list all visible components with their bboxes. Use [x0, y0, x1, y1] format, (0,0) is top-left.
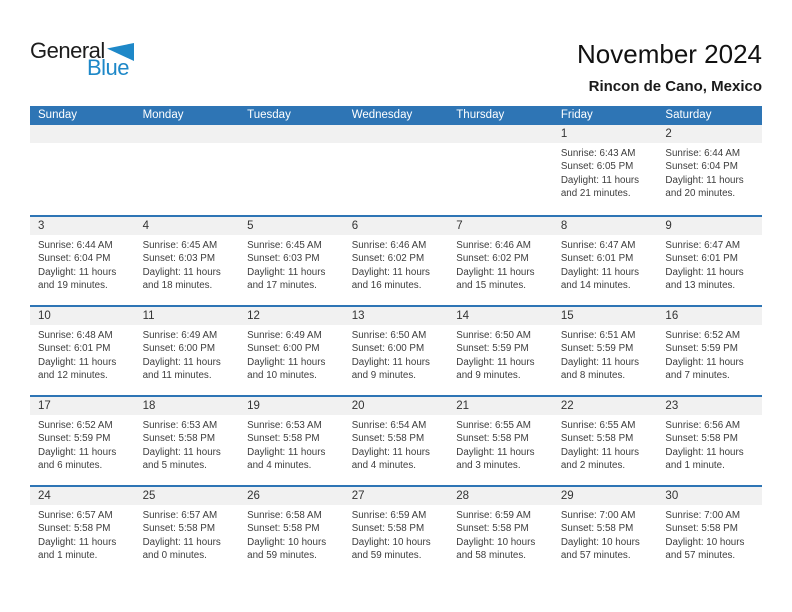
sunset-text: Sunset: 6:01 PM — [665, 253, 738, 265]
sunrise-text: Sunrise: 6:47 AM — [560, 240, 636, 251]
logo-text-general: General — [30, 38, 105, 63]
sunrise-text: Sunrise: 6:47 AM — [665, 240, 741, 251]
day-cell-1 — [553, 125, 658, 215]
daylight-text-cont: and 4 minutes. — [247, 460, 312, 472]
daylight-text-cont: and 2 minutes. — [560, 460, 626, 472]
sunset-text: Sunset: 5:59 PM — [560, 343, 634, 355]
daylight-text: Daylight: 11 hours — [665, 266, 744, 278]
day-info — [135, 235, 240, 293]
day-number-band: 21 — [448, 397, 553, 415]
day-cell-28 — [448, 487, 553, 575]
daylight-text: Daylight: 11 hours — [351, 446, 430, 458]
day-cell-23 — [657, 397, 762, 485]
daylight-text: Daylight: 11 hours — [665, 356, 744, 368]
page-title: November 2024 — [577, 39, 762, 69]
day-cell-2 — [657, 125, 762, 215]
day-cell-3 — [30, 217, 135, 305]
sunrise-text: Sunrise: 6:56 AM — [665, 420, 741, 431]
sunset-text: Sunset: 5:58 PM — [142, 433, 215, 445]
daylight-text: Daylight: 11 hours — [456, 356, 535, 368]
sunrise-text: Sunrise: 6:45 AM — [247, 240, 322, 251]
day-number-band: 3 — [30, 217, 135, 235]
day-number-band: 25 — [135, 487, 240, 505]
daylight-text-cont: and 7 minutes. — [665, 370, 730, 382]
day-cell-4 — [135, 217, 240, 305]
daylight-text: Daylight: 10 hours — [351, 536, 431, 548]
sunset-text: Sunset: 5:58 PM — [247, 433, 320, 445]
daylight-text-cont: and 13 minutes. — [665, 280, 736, 292]
sunset-text: Sunset: 6:00 PM — [247, 343, 320, 355]
day-number-band: 12 — [239, 307, 344, 325]
day-number-band: 18 — [135, 397, 240, 415]
daylight-text: Daylight: 10 hours — [247, 536, 327, 548]
day-number-band: 11 — [135, 307, 240, 325]
sunrise-text: Sunrise: 6:50 AM — [351, 330, 427, 341]
daylight-text-cont: and 19 minutes. — [38, 280, 108, 292]
day-info — [657, 415, 762, 473]
daylight-text-cont: and 17 minutes. — [247, 280, 317, 292]
day-cell-20 — [344, 397, 449, 485]
sunrise-text: Sunrise: 6:44 AM — [38, 240, 113, 251]
sunset-text: Sunset: 5:58 PM — [665, 433, 738, 445]
daylight-text-cont: and 57 minutes. — [560, 550, 631, 562]
sunrise-text: Sunrise: 6:52 AM — [38, 420, 113, 431]
sunset-text: Sunset: 5:58 PM — [247, 523, 320, 535]
daylight-text-cont: and 0 minutes. — [142, 550, 207, 562]
weekday-label-2: Tuesday — [247, 109, 291, 121]
day-number-band: 4 — [135, 217, 240, 235]
daylight-text-cont: and 6 minutes. — [38, 460, 103, 472]
weekday-label-3: Wednesday — [351, 109, 413, 121]
day-info — [239, 325, 344, 383]
sunrise-text: Sunrise: 6:53 AM — [142, 420, 218, 431]
day-number-band: 24 — [30, 487, 135, 505]
daylight-text: Daylight: 11 hours — [38, 536, 117, 548]
day-cell-15 — [553, 307, 658, 395]
daylight-text-cont: and 20 minutes. — [665, 188, 736, 200]
sunrise-text: Sunrise: 6:54 AM — [351, 420, 427, 431]
weeks-container — [30, 125, 762, 575]
daylight-text: Daylight: 11 hours — [38, 356, 117, 368]
weekday-label-0: Sunday — [38, 109, 78, 121]
day-cell-empty — [344, 125, 449, 215]
day-info — [553, 235, 658, 293]
day-cell-16 — [657, 307, 762, 395]
logo-text-blue: Blue — [87, 55, 130, 80]
day-cell-13 — [344, 307, 449, 395]
day-cell-14 — [448, 307, 553, 395]
daylight-text: Daylight: 11 hours — [351, 266, 430, 278]
day-number-band — [344, 125, 449, 143]
day-number-band: 26 — [239, 487, 344, 505]
day-info — [344, 415, 449, 473]
day-cell-22 — [553, 397, 658, 485]
daylight-text-cont: and 5 minutes. — [142, 460, 207, 472]
sunset-text: Sunset: 6:03 PM — [247, 253, 320, 265]
sunrise-text: Sunrise: 6:44 AM — [665, 148, 741, 159]
day-cell-8 — [553, 217, 658, 305]
day-info — [30, 325, 135, 383]
sunrise-text: Sunrise: 6:46 AM — [351, 240, 427, 251]
sunrise-text: Sunrise: 7:00 AM — [560, 510, 636, 521]
day-info — [239, 415, 344, 473]
day-info — [553, 415, 658, 473]
daylight-text: Daylight: 11 hours — [142, 356, 221, 368]
sunset-text: Sunset: 6:02 PM — [456, 253, 529, 265]
day-info — [448, 505, 553, 563]
daylight-text-cont: and 11 minutes. — [142, 370, 212, 382]
sunrise-text: Sunrise: 6:57 AM — [38, 510, 113, 521]
day-number-band: 16 — [657, 307, 762, 325]
day-info — [448, 325, 553, 383]
day-info — [344, 505, 449, 563]
day-cell-24 — [30, 487, 135, 575]
sunset-text: Sunset: 5:58 PM — [456, 523, 529, 535]
weekday-label-1: Monday — [142, 109, 184, 121]
daylight-text: Daylight: 10 hours — [560, 536, 640, 548]
daylight-text-cont: and 21 minutes. — [560, 188, 631, 200]
generalblue-logo — [30, 38, 180, 80]
day-cell-10 — [30, 307, 135, 395]
day-info — [448, 415, 553, 473]
day-cell-18 — [135, 397, 240, 485]
day-cell-25 — [135, 487, 240, 575]
day-number-band: 7 — [448, 217, 553, 235]
day-info — [344, 325, 449, 383]
daylight-text-cont: and 9 minutes. — [456, 370, 521, 382]
day-cell-empty — [135, 125, 240, 215]
daylight-text: Daylight: 11 hours — [560, 356, 640, 368]
daylight-text: Daylight: 11 hours — [247, 356, 326, 368]
daylight-text-cont: and 59 minutes. — [247, 550, 317, 562]
daylight-text-cont: and 8 minutes. — [560, 370, 626, 382]
day-number-band: 13 — [344, 307, 449, 325]
sunset-text: Sunset: 6:03 PM — [142, 253, 215, 265]
sunrise-text: Sunrise: 6:58 AM — [247, 510, 322, 521]
day-number-band: 1 — [553, 125, 658, 143]
daylight-text-cont: and 9 minutes. — [351, 370, 416, 382]
day-info — [239, 235, 344, 293]
daylight-text: Daylight: 11 hours — [456, 266, 535, 278]
day-info — [657, 325, 762, 383]
daylight-text: Daylight: 11 hours — [351, 356, 430, 368]
day-info — [30, 415, 135, 473]
sunset-text: Sunset: 5:58 PM — [560, 433, 634, 445]
day-info — [135, 505, 240, 563]
day-info — [344, 143, 449, 147]
daylight-text: Daylight: 11 hours — [560, 174, 640, 186]
day-cell-empty — [30, 125, 135, 215]
day-cell-21 — [448, 397, 553, 485]
day-number-band: 6 — [344, 217, 449, 235]
sunset-text: Sunset: 5:58 PM — [142, 523, 215, 535]
day-cell-30 — [657, 487, 762, 575]
sunrise-text: Sunrise: 6:59 AM — [351, 510, 427, 521]
daylight-text-cont: and 16 minutes. — [351, 280, 422, 292]
location-subtitle: Rincon de Cano, Mexico — [588, 78, 762, 95]
day-info — [30, 235, 135, 293]
sunset-text: Sunset: 6:00 PM — [351, 343, 425, 355]
sunset-text: Sunset: 6:04 PM — [665, 161, 738, 173]
day-info — [30, 143, 135, 147]
sunset-text: Sunset: 6:00 PM — [142, 343, 215, 355]
daylight-text: Daylight: 11 hours — [142, 266, 221, 278]
daylight-text: Daylight: 11 hours — [38, 446, 117, 458]
day-cell-7 — [448, 217, 553, 305]
day-number-band: 23 — [657, 397, 762, 415]
day-info — [553, 143, 658, 201]
day-info — [448, 143, 553, 147]
day-number-band: 29 — [553, 487, 658, 505]
sunrise-text: Sunrise: 6:53 AM — [247, 420, 322, 431]
day-number-band: 2 — [657, 125, 762, 143]
day-info — [239, 143, 344, 147]
calendar-grid — [30, 106, 762, 575]
day-number-band: 17 — [30, 397, 135, 415]
sunrise-text: Sunrise: 6:45 AM — [142, 240, 218, 251]
day-info — [657, 505, 762, 563]
sunset-text: Sunset: 6:01 PM — [38, 343, 111, 355]
sunset-text: Sunset: 5:59 PM — [456, 343, 529, 355]
daylight-text-cont: and 57 minutes. — [665, 550, 736, 562]
daylight-text: Daylight: 11 hours — [665, 446, 744, 458]
day-info — [135, 143, 240, 147]
week-row-1 — [30, 125, 762, 215]
day-cell-6 — [344, 217, 449, 305]
day-info — [553, 325, 658, 383]
sunrise-text: Sunrise: 6:59 AM — [456, 510, 531, 521]
day-number-band: 30 — [657, 487, 762, 505]
weekday-label-4: Thursday — [456, 109, 505, 121]
day-number-band: 19 — [239, 397, 344, 415]
day-cell-11 — [135, 307, 240, 395]
sunrise-text: Sunrise: 7:00 AM — [665, 510, 741, 521]
daylight-text-cont: and 1 minute. — [665, 460, 725, 472]
day-number-band — [448, 125, 553, 143]
day-cell-empty — [239, 125, 344, 215]
day-number-band: 9 — [657, 217, 762, 235]
sunset-text: Sunset: 6:05 PM — [560, 161, 634, 173]
sunrise-text: Sunrise: 6:51 AM — [560, 330, 636, 341]
day-cell-17 — [30, 397, 135, 485]
sunset-text: Sunset: 5:58 PM — [665, 523, 738, 535]
daylight-text: Daylight: 11 hours — [560, 446, 640, 458]
daylight-text-cont: and 3 minutes. — [456, 460, 521, 472]
sunset-text: Sunset: 5:58 PM — [38, 523, 111, 535]
sunrise-text: Sunrise: 6:48 AM — [38, 330, 113, 341]
daylight-text-cont: and 10 minutes. — [247, 370, 317, 382]
sunrise-text: Sunrise: 6:57 AM — [142, 510, 218, 521]
sunset-text: Sunset: 5:58 PM — [456, 433, 529, 445]
sunrise-text: Sunrise: 6:52 AM — [665, 330, 741, 341]
sunset-text: Sunset: 6:01 PM — [560, 253, 634, 265]
title-block — [577, 40, 762, 95]
daylight-text: Daylight: 11 hours — [665, 174, 744, 186]
day-number-band: 8 — [553, 217, 658, 235]
day-cell-27 — [344, 487, 449, 575]
day-cell-19 — [239, 397, 344, 485]
daylight-text: Daylight: 11 hours — [247, 266, 326, 278]
day-number-band: 15 — [553, 307, 658, 325]
day-number-band: 14 — [448, 307, 553, 325]
day-cell-12 — [239, 307, 344, 395]
day-cell-5 — [239, 217, 344, 305]
sunset-text: Sunset: 6:04 PM — [38, 253, 111, 265]
daylight-text: Daylight: 11 hours — [38, 266, 117, 278]
daylight-text-cont: and 58 minutes. — [456, 550, 526, 562]
day-info — [135, 325, 240, 383]
sunset-text: Sunset: 6:02 PM — [351, 253, 425, 265]
weekday-header-row — [30, 106, 762, 125]
day-number-band: 28 — [448, 487, 553, 505]
day-info — [448, 235, 553, 293]
weekday-label-6: Saturday — [665, 109, 712, 121]
day-number-band: 10 — [30, 307, 135, 325]
day-info — [30, 505, 135, 563]
daylight-text-cont: and 15 minutes. — [456, 280, 526, 292]
day-number-band — [239, 125, 344, 143]
sunrise-text: Sunrise: 6:46 AM — [456, 240, 531, 251]
week-row-4 — [30, 395, 762, 485]
sunrise-text: Sunrise: 6:55 AM — [456, 420, 531, 431]
daylight-text-cont: and 18 minutes. — [142, 280, 213, 292]
day-cell-empty — [448, 125, 553, 215]
day-info — [657, 235, 762, 293]
day-number-band: 20 — [344, 397, 449, 415]
sunrise-text: Sunrise: 6:50 AM — [456, 330, 531, 341]
sunset-text: Sunset: 5:59 PM — [665, 343, 738, 355]
daylight-text: Daylight: 11 hours — [560, 266, 640, 278]
week-row-5 — [30, 485, 762, 575]
day-number-band: 22 — [553, 397, 658, 415]
daylight-text: Daylight: 11 hours — [142, 446, 221, 458]
sunrise-text: Sunrise: 6:49 AM — [142, 330, 218, 341]
day-cell-26 — [239, 487, 344, 575]
daylight-text: Daylight: 10 hours — [665, 536, 745, 548]
daylight-text: Daylight: 11 hours — [142, 536, 221, 548]
day-info — [344, 235, 449, 293]
sunset-text: Sunset: 5:59 PM — [38, 433, 111, 445]
daylight-text: Daylight: 11 hours — [247, 446, 326, 458]
day-info — [657, 143, 762, 201]
sunset-text: Sunset: 5:58 PM — [560, 523, 634, 535]
day-info — [135, 415, 240, 473]
daylight-text-cont: and 14 minutes. — [560, 280, 631, 292]
day-number-band — [30, 125, 135, 143]
daylight-text-cont: and 12 minutes. — [38, 370, 108, 382]
day-info — [553, 505, 658, 563]
day-cell-29 — [553, 487, 658, 575]
sunrise-text: Sunrise: 6:49 AM — [247, 330, 322, 341]
daylight-text: Daylight: 11 hours — [456, 446, 535, 458]
sunrise-text: Sunrise: 6:43 AM — [560, 148, 636, 159]
sunset-text: Sunset: 5:58 PM — [351, 523, 425, 535]
week-row-3 — [30, 305, 762, 395]
daylight-text-cont: and 59 minutes. — [351, 550, 422, 562]
week-row-2 — [30, 215, 762, 305]
daylight-text: Daylight: 10 hours — [456, 536, 536, 548]
day-info — [239, 505, 344, 563]
day-number-band — [135, 125, 240, 143]
weekday-label-5: Friday — [560, 109, 593, 121]
sunrise-text: Sunrise: 6:55 AM — [560, 420, 636, 431]
sunset-text: Sunset: 5:58 PM — [351, 433, 425, 445]
day-cell-9 — [657, 217, 762, 305]
daylight-text-cont: and 4 minutes. — [351, 460, 416, 472]
day-number-band: 27 — [344, 487, 449, 505]
day-number-band: 5 — [239, 217, 344, 235]
daylight-text-cont: and 1 minute. — [38, 550, 98, 562]
